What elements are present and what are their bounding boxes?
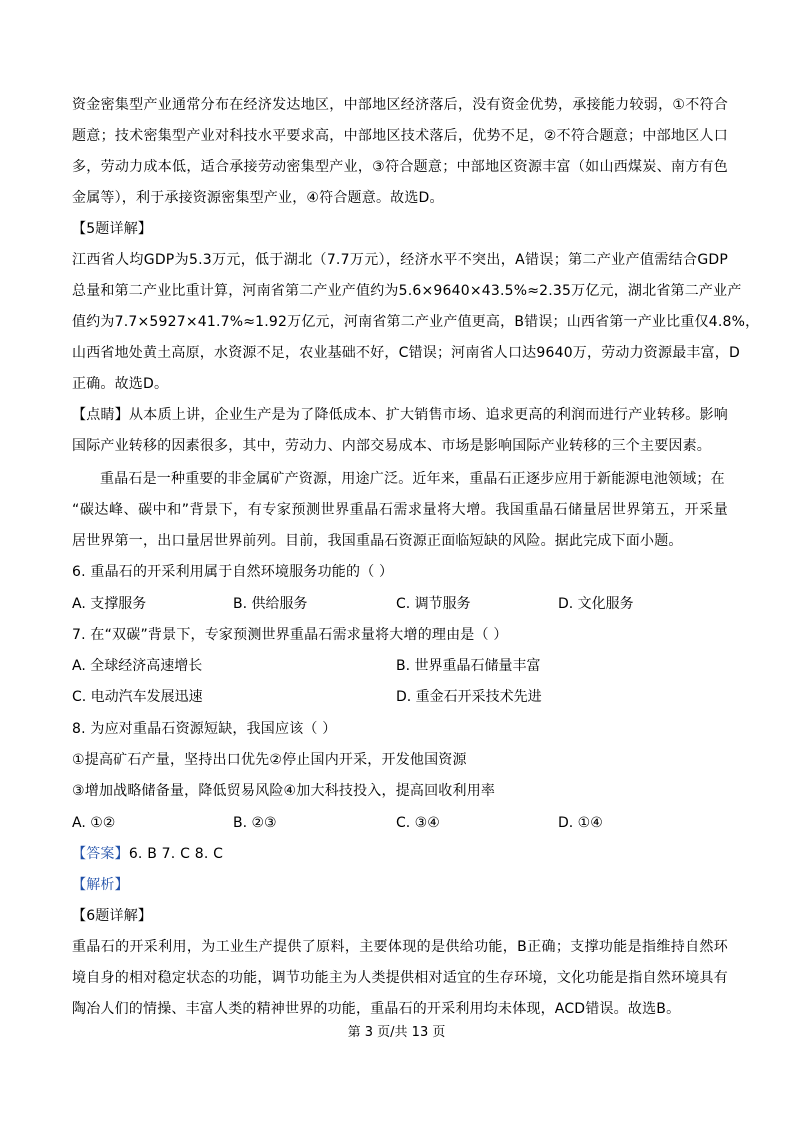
q6-option-d: D. 文化服务 xyxy=(558,596,634,612)
paragraph-line: 多，劳动力成本低，适合承接劳动密集型产业，③符合题意；中部地区资源丰富（如山西煤炭、南方有色 xyxy=(72,159,728,175)
q6-detail-heading: 【6题详解】 xyxy=(72,908,153,924)
answer-line xyxy=(72,845,728,863)
q7-stem: 7. 在“双碳”背景下，专家预测世界重晶石需求量将大增的理由是（ ） xyxy=(72,627,508,643)
answer-text: 6. B 7. C 8. C xyxy=(128,846,224,862)
paragraph-line: 题意；技术密集型产业对科技水平要求高，中部地区技术落后，优势不足，②不符合题意；中部地区人口 xyxy=(72,128,728,144)
q5-line: 山西省地处黄土高原，水资源不足，农业基础不好，C错误；河南省人口达9640万，劳动力资源最丰富，D xyxy=(72,345,740,361)
q5-line: 总量和第二产业比重计算，河南省第二产业产值约为5.6×9640×43.5%≈2.35万亿元，湖北省第二产业产 xyxy=(72,283,742,299)
answer-tag: 【答案】 xyxy=(72,846,129,862)
q8-option-a: A. ①② xyxy=(72,815,116,831)
q6-option-c: C. 调节服务 xyxy=(396,596,471,612)
q7-option-c: C. 电动汽车发展迅速 xyxy=(72,689,203,705)
material-line: 居世界第一，出口量居世界前列。目前，我国重晶石资源正面临短缺的风险。据此完成下面小题。 xyxy=(72,533,683,549)
analysis-tag: 【解析】 xyxy=(72,877,129,893)
q5-line: 值约为7.7×5927×41.7%≈1.92万亿元，河南省第二产业产值更高，B错误；山西省第一产业比重仅4.8%， xyxy=(72,314,760,330)
q8-stem: 8. 为应对重晶石资源短缺，我国应该（ ） xyxy=(72,721,337,737)
material-line: “碳达峰、碳中和”背景下，有专家预测世界重晶石需求量将大增。我国重晶石储量居世界第五，开采量 xyxy=(72,502,728,518)
q6-detail-line: 陶冶人们的情操、丰富人类的精神世界的功能，重晶石的开采利用均未体现，ACD错误。故选B。 xyxy=(72,1001,681,1017)
paragraph-line: 资金密集型产业通常分布在经济发达地区，中部地区经济落后，没有资金优势，承接能力较弱，①不符合 xyxy=(72,97,728,113)
q6-detail-line: 重晶石的开采利用，为工业生产提供了原料，主要体现的是供给功能，B正确；支撑功能是指维持自然环 xyxy=(72,939,728,955)
q8-statement: ①提高矿石产量，坚持出口优先②停止国内开采，开发他国资源 xyxy=(72,752,467,768)
q6-option-a: A. 支撑服务 xyxy=(72,596,147,612)
q6-detail-line: 境自身的相对稳定状态的功能，调节功能主为人类提供相对适宜的生存环境，文化功能是指自然环境具有 xyxy=(72,970,728,986)
q6-stem: 6. 重晶石的开采利用属于自然环境服务功能的（ ） xyxy=(72,564,394,580)
q5-line: 正确。故选D。 xyxy=(72,376,169,392)
q7-option-d: D. 重金石开采技术先进 xyxy=(396,689,542,705)
q8-option-c: C. ③④ xyxy=(396,815,440,831)
paragraph-line: 金属等），利于承接资源密集型产业，④符合题意。故选D。 xyxy=(72,190,444,206)
q6-option-b: B. 供给服务 xyxy=(233,596,308,612)
dianjing-line: 【点睛】从本质上讲，企业生产是为了降低成本、扩大销售市场、追求更高的利润而进行产业转移。影响 xyxy=(72,407,728,423)
material-line: 重晶石是一种重要的非金属矿产资源，用途广泛。近年来，重晶石正逐步应用于新能源电池领域；在 xyxy=(100,471,725,487)
q7-option-b: B. 世界重晶石储量丰富 xyxy=(396,658,541,674)
q8-option-b: B. ②③ xyxy=(233,815,277,831)
q8-option-d: D. ①④ xyxy=(558,815,603,831)
q8-statement: ③增加战略储备量，降低贸易风险④加大科技投入，提高回收利用率 xyxy=(72,783,496,799)
dianjing-line: 国际产业转移的因素很多，其中，劳动力、内部交易成本、市场是影响国际产业转移的三个主要因素。 xyxy=(72,438,711,454)
page-number: 第 3 页/共 13 页 xyxy=(347,1025,446,1040)
q7-option-a: A. 全球经济高速增长 xyxy=(72,658,203,674)
q5-line: 江西省人均GDP为5.3万元，低于湖北（7.7万元），经济水平不突出，A错误；第二产业产值需结合GDP xyxy=(72,252,728,268)
q5-heading: 【5题详解】 xyxy=(72,221,153,237)
